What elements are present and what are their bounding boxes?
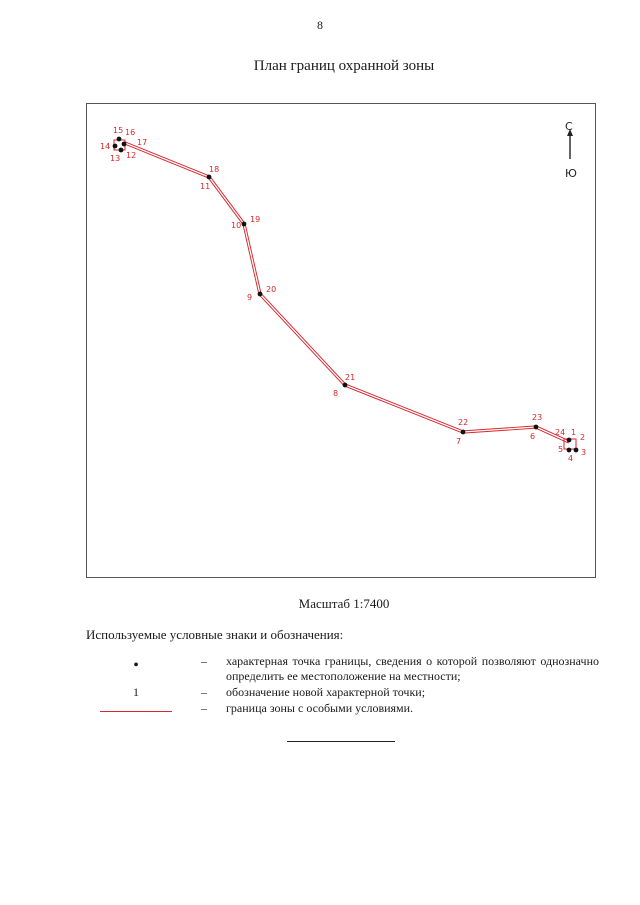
point-label-8: 8: [333, 389, 339, 398]
point-label-2: 2: [580, 433, 586, 442]
point-label-4: 4: [568, 454, 574, 463]
point-label-22: 22: [458, 418, 469, 427]
compass-south-label: Ю: [565, 167, 577, 180]
point-label-1: 1: [571, 428, 577, 437]
boundary-point: [113, 144, 118, 149]
point-label-24: 24: [555, 428, 566, 437]
legend-caption: Используемые условные знаки и обозначения:: [86, 627, 344, 642]
boundary-point: [534, 425, 539, 430]
plan-frame: [86, 103, 596, 578]
boundary-line: [114, 140, 576, 449]
point-label-21: 21: [345, 373, 356, 382]
boundary-point: [119, 148, 124, 153]
point-label-16: 16: [125, 128, 136, 137]
end-rule: [287, 741, 395, 742]
point-label-7: 7: [456, 437, 462, 446]
boundary-point: [258, 292, 263, 297]
boundary-point: [567, 448, 572, 453]
boundary-point: [343, 383, 348, 388]
legend-dash: –: [201, 701, 207, 715]
point-label-20: 20: [266, 285, 277, 294]
point-label-17: 17: [137, 138, 148, 147]
legend-symbol-dot: •: [133, 657, 139, 674]
point-label-3: 3: [581, 448, 587, 457]
point-label-9: 9: [247, 293, 253, 302]
point-label-14: 14: [100, 142, 111, 151]
compass-north-label: С: [565, 120, 573, 133]
boundary-plan: [87, 104, 597, 579]
point-label-5: 5: [558, 445, 564, 454]
point-label-10: 10: [231, 221, 242, 230]
point-label-12: 12: [126, 151, 137, 160]
legend-text: характерная точка границы, сведения о которой позволяют однозначно определить ее местоположение на местности;: [226, 654, 599, 683]
point-label-6: 6: [530, 432, 536, 441]
boundary-point: [567, 438, 572, 443]
boundary-point: [242, 222, 247, 227]
legend-symbol-red-line: [100, 711, 172, 712]
legend-text: граница зоны с особыми условиями.: [226, 701, 414, 715]
legend-dash: –: [201, 654, 207, 668]
boundary-point: [461, 430, 466, 435]
boundary-point: [122, 142, 127, 147]
legend-dash: –: [201, 685, 207, 699]
scale-caption: Масштаб 1:7400: [298, 596, 390, 611]
page-number: 8: [317, 18, 323, 32]
point-label-13: 13: [110, 154, 121, 163]
point-label-19: 19: [250, 215, 261, 224]
boundary-point: [574, 448, 579, 453]
point-label-15: 15: [113, 126, 124, 135]
compass: [565, 120, 577, 180]
point-label-23: 23: [532, 413, 543, 422]
page-title: План границ охранной зоны: [253, 58, 435, 74]
boundary-point: [207, 175, 212, 180]
point-label-18: 18: [209, 165, 220, 174]
boundary-point: [117, 137, 122, 142]
point-label-11: 11: [200, 182, 211, 191]
legend-text: обозначение новой характерной точки;: [226, 685, 426, 699]
legend-symbol-number: 1: [133, 685, 139, 699]
